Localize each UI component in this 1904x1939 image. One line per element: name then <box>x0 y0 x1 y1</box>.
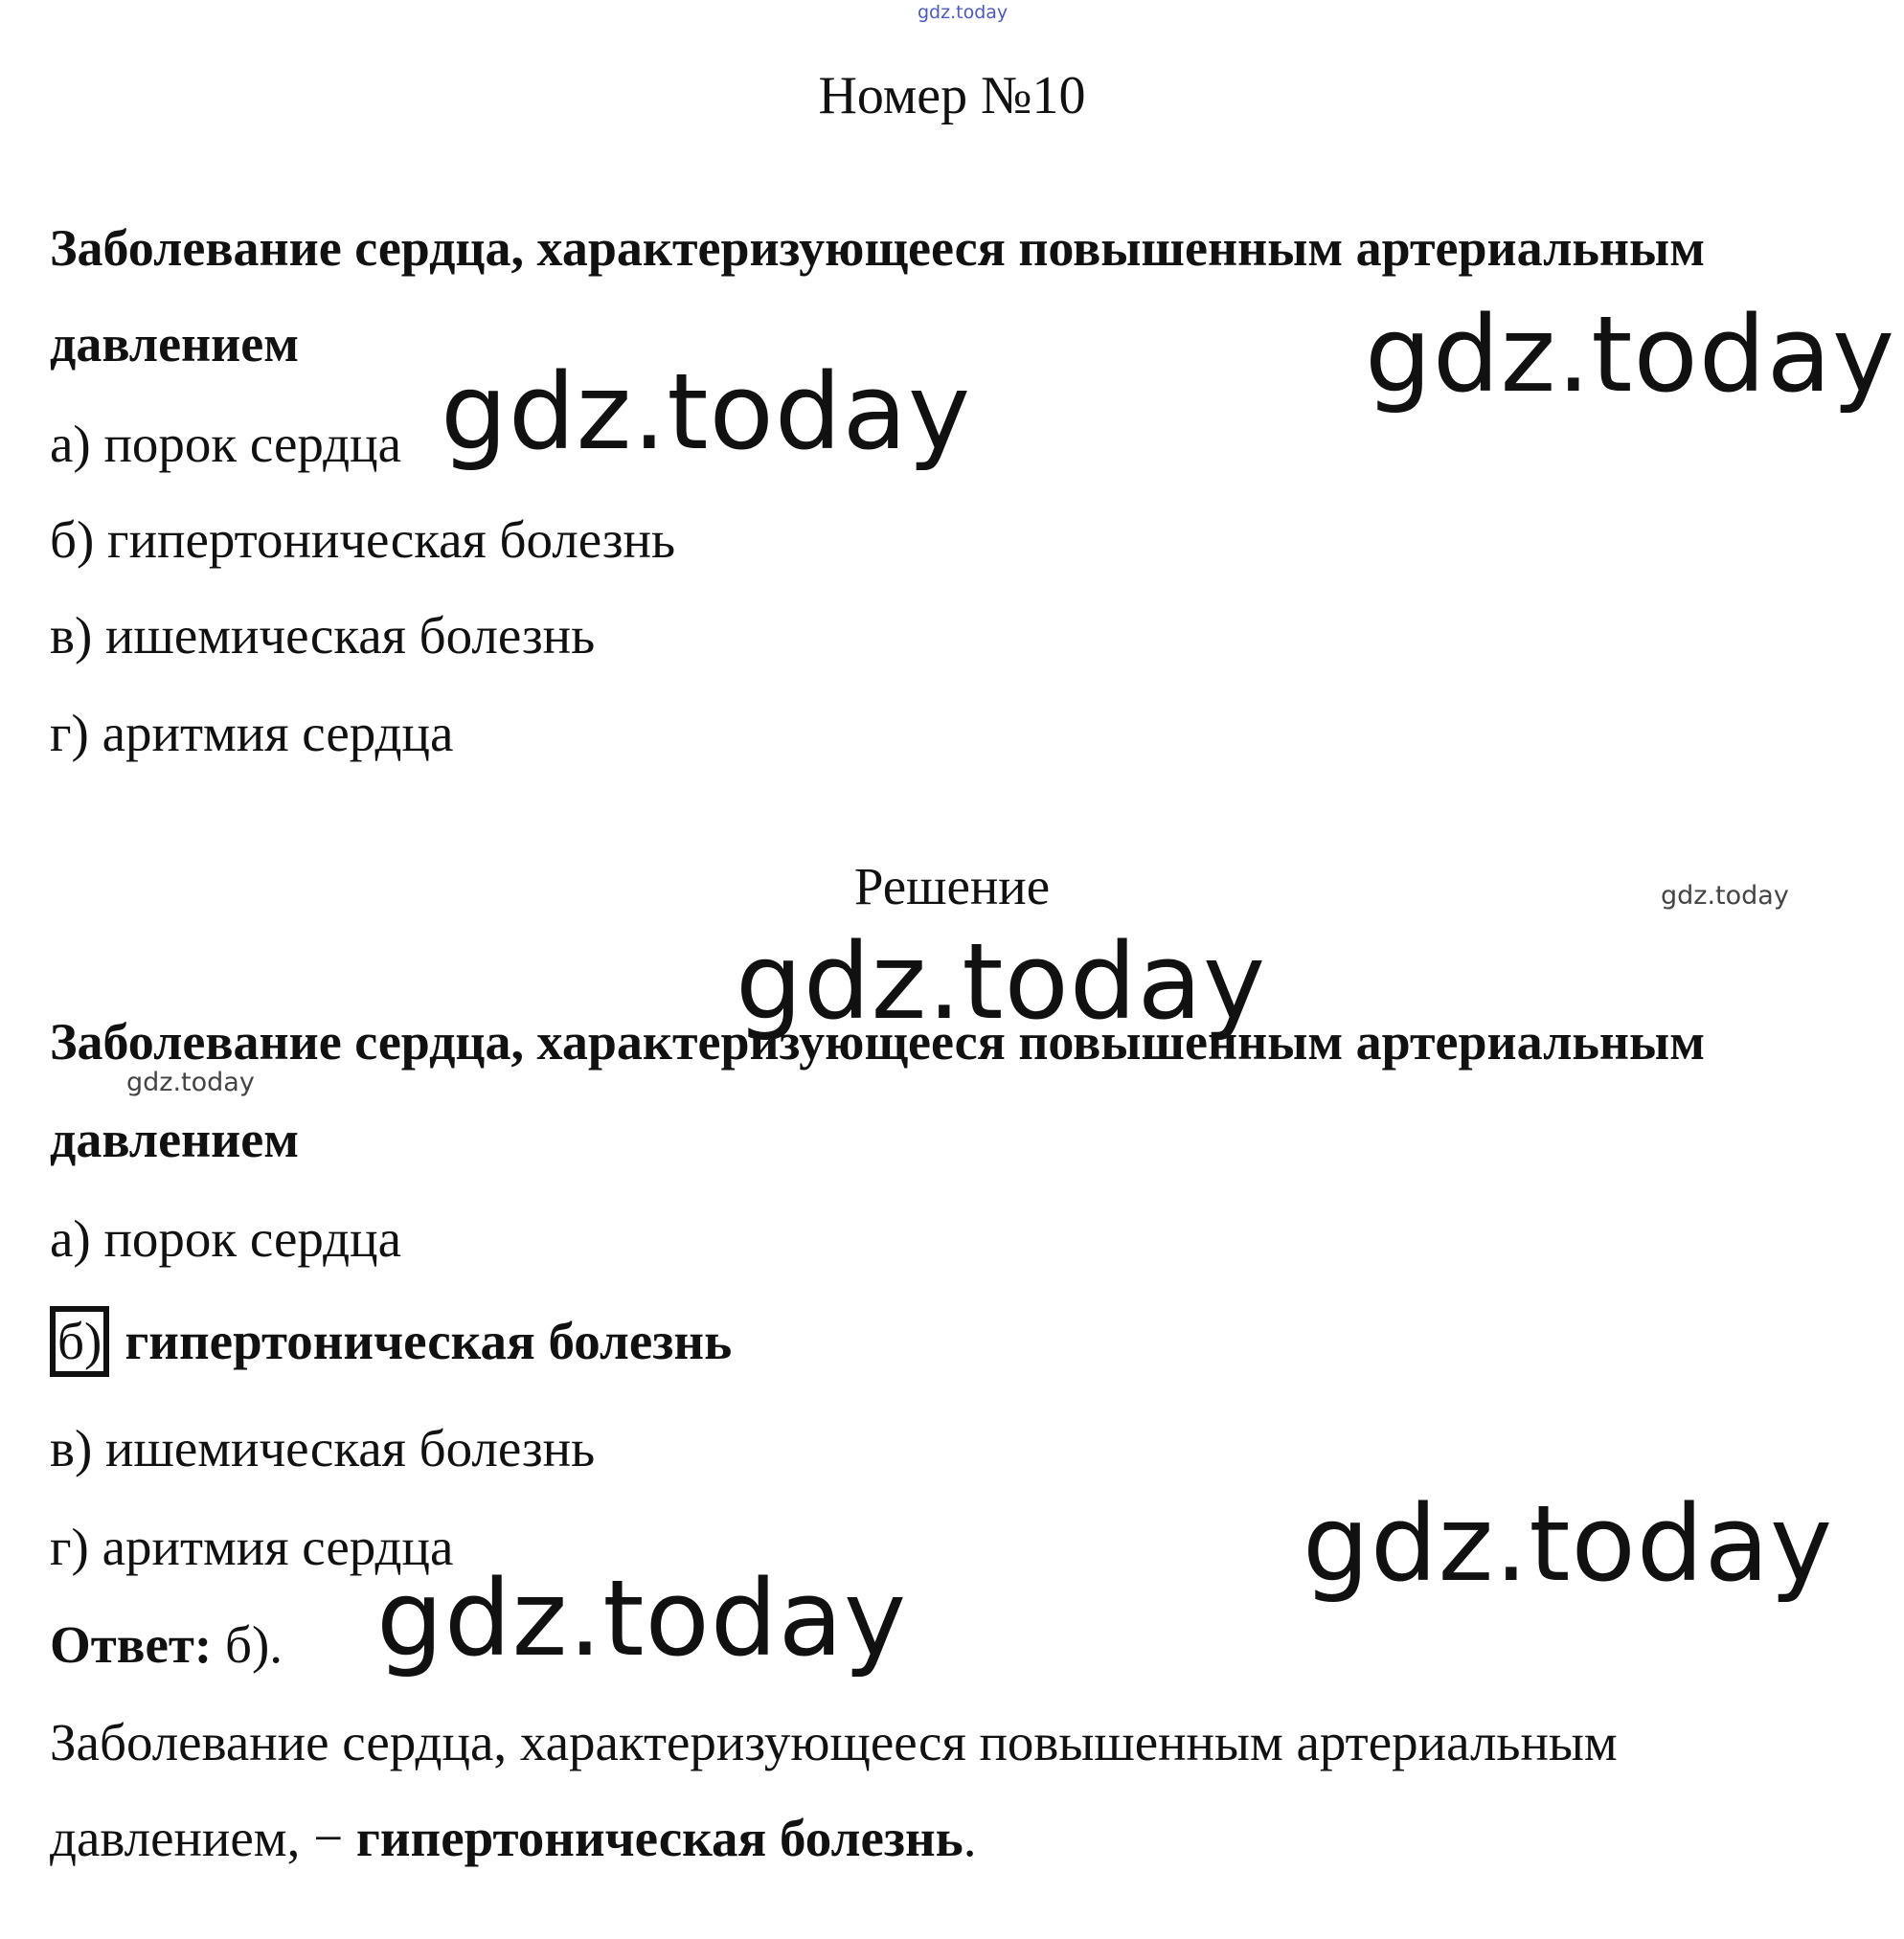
watermark-large: gdz.today <box>441 350 972 473</box>
solution-question-line-2: давлением <box>50 1111 300 1168</box>
solution-question-line-1: Заболевание сердца, характеризующееся повышенным артериальным <box>50 1013 1705 1071</box>
watermark-small: gdz.today <box>126 1068 255 1097</box>
solution-heading: Решение <box>853 857 1051 915</box>
question-line-2: давлением <box>50 315 300 372</box>
question-line-1: Заболевание сердца, характеризующееся повышенным артериальным <box>50 219 1705 277</box>
option-c: в) ишемическая болезнь <box>50 606 596 665</box>
watermark-small: gdz.today <box>1661 881 1789 911</box>
watermark-large: gdz.today <box>1365 293 1896 416</box>
option-b: б) гипертоническая болезнь <box>50 510 676 569</box>
correct-answer-text: гипертоническая болезнь <box>125 1312 733 1370</box>
correct-answer-box: б) <box>50 1306 109 1377</box>
watermark-large: gdz.today <box>736 920 1267 1043</box>
watermark-large: gdz.today <box>376 1557 908 1680</box>
answer-label: Ответ: <box>50 1615 213 1674</box>
explanation-line-2 <box>50 1808 976 1869</box>
solution-option-a: а) порок сердца <box>50 1209 401 1268</box>
top-watermark: gdz.today <box>918 2 1009 23</box>
watermark-large: gdz.today <box>1303 1482 1834 1605</box>
explanation-prefix: давлением, − <box>50 1809 356 1867</box>
option-d: г) аритмия сердца <box>50 704 454 762</box>
solution-option-b <box>50 1306 732 1377</box>
solution-option-d: г) аритмия сердца <box>50 1518 454 1576</box>
explanation-suffix: . <box>963 1809 977 1867</box>
page-title: Номер №10 <box>818 66 1086 125</box>
explanation-bold-term: гипертоническая болезнь <box>355 1809 963 1867</box>
answer-value: б). <box>212 1615 283 1674</box>
option-a: а) порок сердца <box>50 415 401 473</box>
solution-option-c: в) ишемическая болезнь <box>50 1419 596 1477</box>
answer-line <box>50 1614 283 1676</box>
explanation-line-1: Заболевание сердца, характеризующееся повышенным артериальным <box>50 1713 1618 1771</box>
